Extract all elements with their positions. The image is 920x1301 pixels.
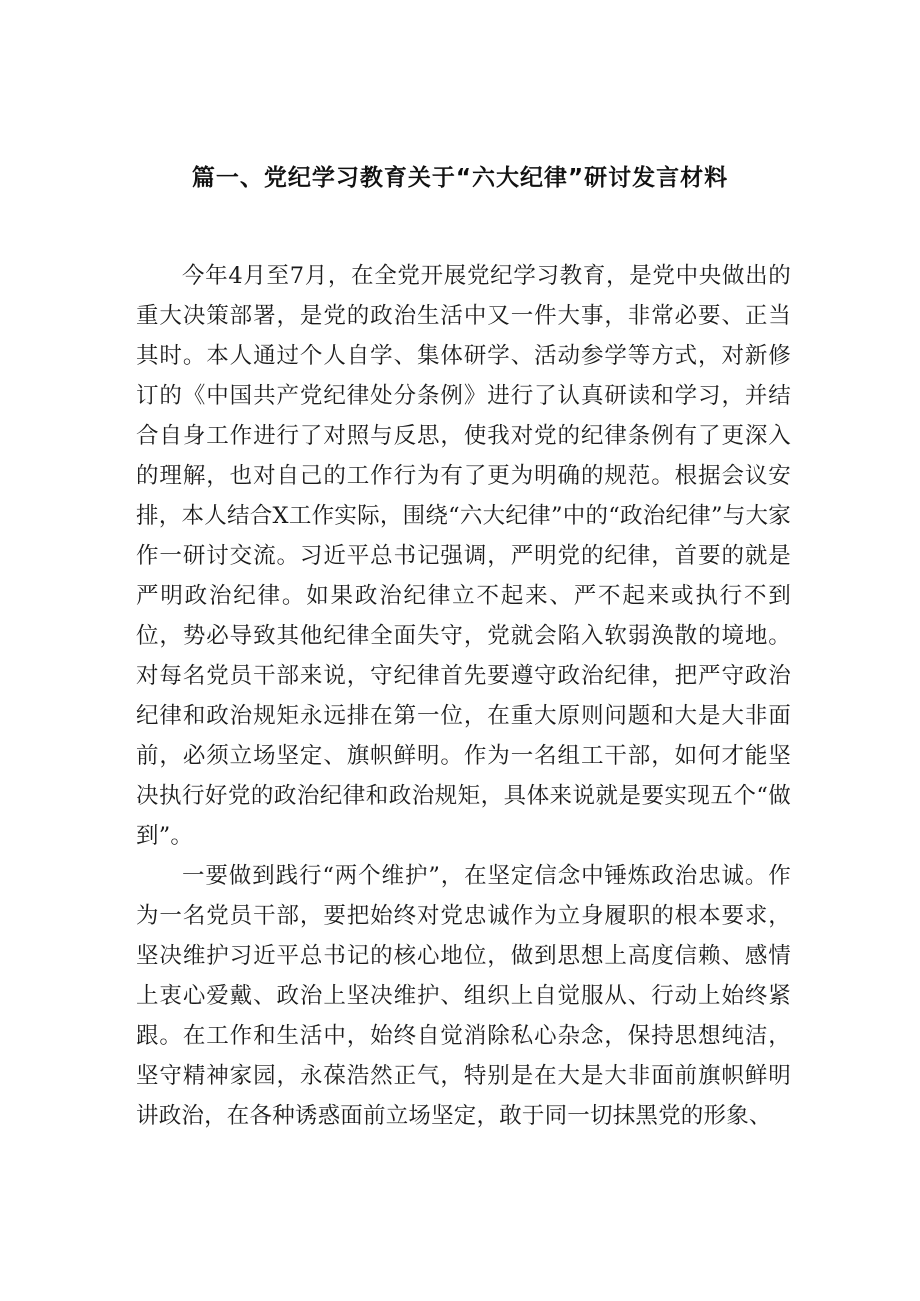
document-body <box>136 256 791 1136</box>
document-title: 篇一、党纪学习教育关于“六大纪律”研讨发言材料 <box>191 165 729 191</box>
paragraph-point-one: 一要做到践行“两个维护”，在坚定信念中锤炼政治忠诚。作为一名党员干部，要把始终对党忠诚作为立身履职的根本要求，坚决维护习近平总书记的核心地位，做到思想上高度信赖、感情上衷心爱戴、政治上坚决维护、组织上自觉服从、行动上始终紧跟。在工作和生活中，始终自觉消除私心杂念，保持思想纯洁，坚守精神家园，永葆浩然正气，特别是在大是大非面前旗帜鲜明讲政治，在各种诱惑面前立场坚定，敢于同一切抹黑党的形象、 <box>136 863 791 1129</box>
paragraph-intro: 今年4月至7月，在全党开展党纪学习教育，是党中央做出的重大决策部署，是党的政治生活中又一件大事，非常必要、正当其时。本人通过个人自学、集体研学、活动参学等方式，对新修订的《中国共产党纪律处分条例》进行了认真研读和学习，并结合自身工作进行了对照与反思，使我对党的纪律条例有了更深入的理解，也对自己的工作行为有了更为明确的规范。根据会议安排，本人结合X工作实际，围绕“六大纪律”中的“政治纪律”与大家作一研讨交流。习近平总书记强调，严明党的纪律，首要的就是严明政治纪律。如果政治纪律立不起来、严不起来或执行不到位，势必导致其他纪律全面失守，党就会陷入软弱涣散的境地。对每名党员干部来说，守纪律首先要遵守政治纪律，把严守政治纪律和政治规矩永远排在第一位，在重大原则问题和大是大非面前，必须立场坚定、旗帜鲜明。作为一名组工干部，如何才能坚决执行好党的政治纪律和政治规矩，具体来说就是要实现五个“做到”。 <box>136 263 791 849</box>
